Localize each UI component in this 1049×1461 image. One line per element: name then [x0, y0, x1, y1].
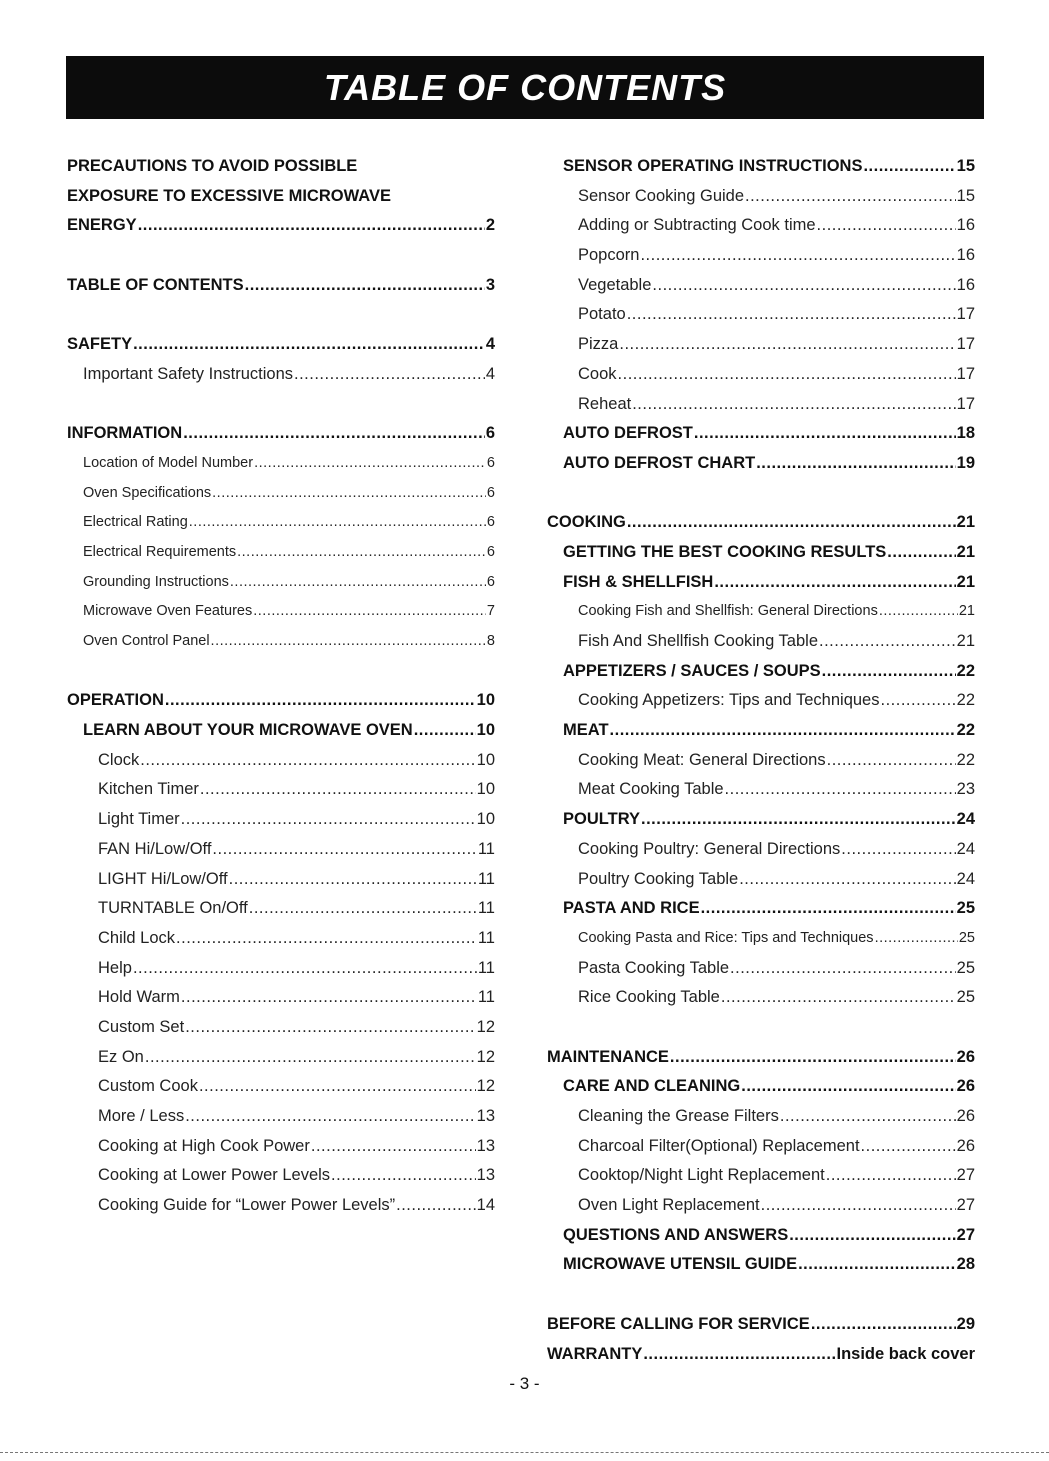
toc-entry[interactable] [547, 775, 975, 805]
toc-section-heading[interactable] [547, 716, 975, 746]
toc-entry-page: 16 [956, 275, 975, 294]
toc-entry-title: MAINTENANCE [547, 1047, 669, 1066]
toc-entry[interactable] [547, 271, 975, 301]
toc-entry[interactable] [547, 1191, 975, 1221]
toc-entry-page: 6 [486, 543, 495, 560]
toc-entry-title: EXPOSURE TO EXCESSIVE MICROWAVE [67, 186, 391, 205]
toc-entry-title: QUESTIONS AND ANSWERS [563, 1225, 789, 1244]
dot-leader [140, 746, 475, 776]
dot-leader [817, 211, 956, 241]
toc-entry-title: Location of Model Number [83, 454, 254, 471]
dot-leader [619, 330, 955, 360]
toc-spacer [67, 390, 495, 420]
dot-leader [643, 1340, 835, 1370]
toc-entry-title: Cooking Appetizers: Tips and Techniques [578, 691, 880, 710]
toc-section-heading[interactable] [67, 686, 495, 716]
toc-entry[interactable] [547, 627, 975, 657]
dot-leader [863, 152, 955, 182]
toc-entry-title: Electrical Requirements [83, 543, 237, 560]
toc-entry-page: 10 [476, 780, 495, 799]
toc-entry-title: PRECAUTIONS TO AVOID POSSIBLE [67, 157, 358, 175]
toc-entry-page: 12 [476, 1047, 495, 1066]
toc-entry[interactable] [547, 330, 975, 360]
toc-entry-title: Cleaning the Grease Filters [578, 1107, 779, 1125]
toc-entry-page: 28 [956, 1255, 975, 1274]
toc-entry[interactable] [67, 746, 495, 776]
title-banner [66, 56, 984, 119]
toc-entry-page: 13 [476, 1166, 495, 1185]
toc-entry-page: 22 [956, 691, 975, 710]
toc-entry-title: Adding or Subtracting Cook time [578, 216, 816, 235]
toc-entry-page: 25 [956, 958, 975, 977]
toc-entry-title: Oven Light Replacement [578, 1196, 760, 1215]
toc-entry-page: 6 [486, 454, 495, 471]
dot-leader [875, 924, 958, 954]
dot-leader [254, 449, 486, 479]
dot-leader [185, 1102, 475, 1132]
toc-entry[interactable] [67, 954, 495, 984]
toc-section-heading[interactable] [547, 805, 975, 835]
toc-entry-title: Potato [578, 305, 626, 324]
toc-entry[interactable] [547, 300, 975, 330]
dot-leader [249, 894, 477, 924]
toc-entry-title: Cooking Guide for “Lower Power Levels” [98, 1196, 396, 1215]
toc-entry-title: SENSOR OPERATING INSTRUCTIONS [563, 157, 863, 175]
toc-entry-title: Poultry Cooking Table [578, 869, 739, 888]
dot-leader [627, 300, 956, 330]
toc-entry-title: Cooking Fish and Shellfish: General Directions [578, 603, 878, 620]
toc-entry[interactable] [67, 627, 495, 657]
toc-entry[interactable] [67, 865, 495, 895]
toc-entry-title: Meat Cooking Table [578, 780, 724, 799]
dot-leader [780, 1102, 956, 1132]
dot-leader [841, 835, 955, 865]
toc-entry-page: 26 [956, 1107, 975, 1125]
dot-leader [610, 716, 956, 746]
dot-leader [721, 983, 956, 1013]
toc-entry-title: Ez On [98, 1047, 144, 1066]
toc-entry-page: 11 [477, 958, 495, 977]
toc-entry-title: Oven Specifications [83, 484, 212, 501]
toc-entry-title: Custom Cook [98, 1077, 198, 1096]
toc-entry-title: Oven Control Panel [83, 633, 210, 649]
toc-section-heading[interactable] [547, 449, 975, 479]
toc-entry-title: Sensor Cooking Guide [578, 186, 745, 205]
toc-entry[interactable] [67, 1013, 495, 1043]
dot-leader [879, 597, 958, 627]
toc-entry[interactable] [67, 1043, 495, 1073]
toc-entry-page: 17 [956, 394, 975, 413]
toc-entry-page: 27 [956, 1166, 975, 1185]
page-title: TABLE OF CONTENTS [323, 66, 727, 108]
toc-entry-title: CARE AND CLEANING [563, 1077, 741, 1096]
toc-entry-page: 27 [956, 1225, 975, 1244]
dot-leader [200, 775, 476, 805]
dot-leader [632, 390, 955, 420]
dot-leader [861, 1132, 956, 1162]
toc-entry[interactable] [67, 1132, 495, 1162]
toc-entry-page: 22 [956, 721, 975, 740]
toc-entry-title: Child Lock [98, 928, 176, 947]
toc-entry-title: Hold Warm [98, 988, 180, 1007]
dot-leader [739, 865, 955, 895]
toc-entry-page: 15 [956, 186, 975, 205]
dot-leader [761, 1191, 956, 1221]
toc-entry-page: 16 [956, 246, 975, 265]
toc-entry[interactable] [67, 360, 495, 390]
toc-section-heading[interactable] [67, 330, 495, 360]
toc-entry-page: 13 [476, 1136, 495, 1155]
toc-entry[interactable] [67, 775, 495, 805]
toc-entry[interactable] [67, 538, 495, 568]
toc-section-heading[interactable] [547, 508, 975, 538]
dot-leader [183, 419, 485, 449]
toc-spacer [67, 300, 495, 330]
dot-leader [185, 1013, 475, 1043]
dot-leader [212, 479, 486, 509]
dot-leader [212, 835, 476, 865]
toc-entry-page: 26 [956, 1047, 975, 1066]
toc-entry-title: TURNTABLE On/Off [98, 899, 248, 918]
toc-entry-page: 21 [956, 542, 975, 561]
dot-leader [133, 954, 477, 984]
toc-section-heading[interactable] [547, 1221, 975, 1251]
toc-entry-title: Light Timer [98, 810, 180, 829]
toc-entry-page: 14 [476, 1196, 495, 1215]
toc-entry-title: WARRANTY [547, 1344, 643, 1363]
toc-entry-title: Cooking Pasta and Rice: Tips and Techniques [578, 929, 874, 946]
dot-leader [145, 1043, 476, 1073]
toc-entry-page: 3 [485, 275, 495, 294]
toc-entry-title: Cook [578, 364, 617, 383]
toc-entry-page: 21 [956, 572, 975, 591]
dot-leader [176, 924, 477, 954]
toc-entry-title: Rice Cooking Table [578, 988, 720, 1007]
toc-entry-title: Grounding Instructions [83, 573, 229, 590]
toc-entry-page: 7 [486, 603, 495, 620]
toc-entry-title: INFORMATION [67, 424, 183, 443]
toc-entry-title: LEARN ABOUT YOUR MICROWAVE OVEN [83, 721, 413, 740]
toc-entry-page: 6 [486, 573, 495, 590]
toc-entry-page: 19 [956, 453, 975, 472]
toc-section-heading[interactable] [547, 1250, 975, 1280]
toc-entry-title: Microwave Oven Features [83, 603, 253, 620]
toc-entry-title: Fish And Shellfish Cooking Table [578, 632, 819, 650]
dot-leader [694, 419, 956, 449]
toc-entry-title: LIGHT Hi/Low/Off [98, 869, 228, 888]
dot-leader [618, 360, 956, 390]
toc-spacer [547, 479, 975, 509]
toc-entry[interactable] [547, 1132, 975, 1162]
toc-entry-title: BEFORE CALLING FOR SERVICE [547, 1314, 810, 1333]
toc-entry[interactable] [547, 360, 975, 390]
toc-entry-page: 12 [476, 1077, 495, 1096]
toc-entry-title: Cooking Poultry: General Directions [578, 839, 841, 858]
toc-entry-page: Inside back cover [836, 1344, 975, 1363]
toc-entry-page: 23 [956, 780, 975, 799]
toc-entry-title: Pasta Cooking Table [578, 958, 730, 977]
dot-leader [230, 568, 486, 598]
toc-entry-title: MICROWAVE UTENSIL GUIDE [563, 1255, 798, 1274]
toc-spacer [67, 241, 495, 271]
toc-entry-title: FAN Hi/Low/Off [98, 839, 212, 858]
dot-leader [826, 1161, 956, 1191]
dot-leader [811, 1310, 956, 1340]
toc-entry[interactable] [547, 954, 975, 984]
toc-entry-page: 4 [485, 364, 495, 383]
dot-leader [181, 983, 477, 1013]
toc-entry-page: 10 [476, 810, 495, 829]
dot-leader [670, 1043, 956, 1073]
toc-entry-page: 11 [477, 839, 495, 858]
toc-entry-title: More / Less [98, 1107, 185, 1125]
toc-spacer [547, 1013, 975, 1043]
page-number: - 3 - [509, 1374, 540, 1393]
dot-leader [640, 241, 955, 271]
dot-leader [253, 597, 486, 627]
toc-entry-page: 26 [956, 1136, 975, 1155]
toc-entry-page: 17 [956, 364, 975, 383]
toc-entry-title: MEAT [563, 721, 609, 740]
toc-entry-page: 18 [956, 424, 975, 443]
toc-entry-page: 24 [956, 810, 975, 829]
toc-entry-title: APPETIZERS / SAUCES / SOUPS [563, 661, 821, 680]
toc-section-heading[interactable] [67, 211, 495, 241]
toc-entry-page: 4 [485, 335, 495, 354]
dot-leader [181, 805, 476, 835]
toc-entry-title: POULTRY [563, 810, 640, 829]
toc-entry[interactable] [67, 1102, 495, 1132]
toc-entry-title: SAFETY [67, 335, 133, 354]
toc-section-heading[interactable] [67, 716, 495, 746]
toc-entry[interactable] [67, 894, 495, 924]
toc-entry-page: 11 [477, 928, 495, 947]
toc-entry-page: 10 [476, 750, 495, 769]
toc-entry-page: 26 [956, 1077, 975, 1096]
dot-leader [822, 657, 956, 687]
dot-leader [798, 1250, 956, 1280]
toc-section-heading[interactable] [67, 419, 495, 449]
toc-entry-title: COOKING [547, 513, 626, 532]
toc-right-column [547, 152, 975, 1369]
toc-entry[interactable] [67, 1191, 495, 1221]
dot-leader [199, 1072, 476, 1102]
toc-section-heading[interactable] [67, 271, 495, 301]
toc-spacer [67, 657, 495, 687]
toc-section-heading[interactable] [547, 894, 975, 924]
toc-entry[interactable] [547, 390, 975, 420]
dot-leader [714, 568, 955, 598]
toc-entry-page: 21 [956, 632, 975, 650]
dot-leader [730, 954, 956, 984]
toc-section-heading[interactable] [547, 1043, 975, 1073]
toc-entry-title: Electrical Rating [83, 514, 188, 531]
toc-entry-page: 25 [958, 929, 975, 946]
toc-entry[interactable] [67, 1072, 495, 1102]
toc-section-heading[interactable] [547, 152, 975, 182]
toc-entry-page: 6 [486, 484, 495, 501]
toc-entry-title: Cooktop/Night Light Replacement [578, 1166, 825, 1185]
toc-entry-page: 11 [477, 988, 495, 1007]
toc-section-heading[interactable] [67, 182, 495, 212]
toc-section-heading[interactable] [547, 1072, 975, 1102]
toc-entry-title: AUTO DEFROST [563, 424, 693, 443]
toc-entry-title: Important Safety Instructions [83, 364, 294, 383]
toc-entry-title: Custom Set [98, 1017, 185, 1036]
dot-leader [237, 538, 486, 568]
toc-entry[interactable] [67, 805, 495, 835]
toc-entry-page: 10 [476, 721, 495, 740]
dot-leader [414, 716, 476, 746]
dot-leader [701, 894, 956, 924]
toc-left-column [67, 152, 495, 1221]
dot-leader [725, 775, 956, 805]
dot-leader [133, 330, 485, 360]
toc-entry-page: 12 [476, 1017, 495, 1036]
toc-entry-title: Vegetable [578, 275, 652, 294]
dot-leader [827, 746, 956, 776]
toc-entry-title: Kitchen Timer [98, 780, 199, 799]
toc-section-heading[interactable] [547, 1340, 975, 1370]
toc-entry[interactable] [547, 746, 975, 776]
dot-leader [745, 182, 956, 212]
toc-section-heading[interactable] [547, 419, 975, 449]
toc-section-heading[interactable] [547, 538, 975, 568]
toc-entry-title: Charcoal Filter(Optional) Replacement [578, 1136, 860, 1155]
dot-leader [627, 508, 956, 538]
dot-leader [165, 686, 476, 716]
toc-entry-title: AUTO DEFROST CHART [563, 453, 756, 472]
toc-entry-title: GETTING THE BEST COOKING RESULTS [563, 542, 887, 561]
toc-section-heading[interactable] [547, 657, 975, 687]
toc-entry[interactable] [67, 479, 495, 509]
toc-entry-page: 2 [485, 216, 495, 235]
toc-entry[interactable] [67, 924, 495, 954]
dot-leader [331, 1161, 476, 1191]
toc-entry[interactable] [67, 508, 495, 538]
dot-leader [887, 538, 955, 568]
toc-entry-page: 22 [956, 661, 975, 680]
dot-leader [138, 211, 485, 241]
toc-entry[interactable] [67, 597, 495, 627]
bottom-rule [0, 1452, 1049, 1453]
toc-entry-title: ENERGY [67, 216, 137, 235]
toc-entry-title: Popcorn [578, 246, 640, 265]
toc-entry-page: 25 [956, 988, 975, 1007]
toc-entry-page: 6 [485, 424, 495, 443]
toc-entry[interactable] [547, 241, 975, 271]
toc-entry-page: 17 [956, 335, 975, 354]
toc-entry[interactable] [547, 597, 975, 627]
dot-leader [741, 1072, 955, 1102]
toc-entry-page: 24 [956, 839, 975, 858]
dot-leader [756, 449, 955, 479]
toc-entry-page: 21 [958, 603, 975, 620]
toc-entry-title: Help [98, 958, 132, 977]
toc-entry-title: PASTA AND RICE [563, 899, 700, 918]
toc-entry-page: 21 [956, 513, 975, 532]
toc-entry-title: Cooking Meat: General Directions [578, 750, 826, 769]
toc-spacer [547, 1280, 975, 1310]
toc-entry-page: 11 [477, 899, 495, 918]
toc-section-heading[interactable] [67, 152, 495, 182]
toc-entry-page: 22 [956, 750, 975, 769]
toc-entry-title: TABLE OF CONTENTS [67, 275, 244, 294]
toc-entry-page: 15 [956, 157, 975, 175]
dot-leader [396, 1191, 476, 1221]
toc-entry-title: FISH & SHELLFISH [563, 572, 714, 591]
toc-entry[interactable] [547, 211, 975, 241]
toc-entry[interactable] [67, 1161, 495, 1191]
toc-entry-title: Pizza [578, 335, 619, 354]
toc-entry[interactable] [547, 686, 975, 716]
toc-section-heading[interactable] [547, 568, 975, 598]
toc-entry-title: Cooking at High Cook Power [98, 1136, 310, 1155]
toc-entry[interactable] [547, 1102, 975, 1132]
dot-leader [819, 627, 956, 657]
toc-entry-page: 27 [956, 1196, 975, 1215]
dot-leader [789, 1221, 955, 1251]
toc-entry-title: Reheat [578, 394, 632, 413]
toc-entry[interactable] [67, 449, 495, 479]
toc-entry-page: 10 [476, 691, 495, 710]
toc-entry[interactable] [67, 835, 495, 865]
toc-entry-page: 29 [956, 1314, 975, 1333]
dot-leader [189, 508, 486, 538]
toc-entry[interactable] [547, 1161, 975, 1191]
toc-entry[interactable] [547, 835, 975, 865]
toc-entry[interactable] [67, 568, 495, 598]
dot-leader [880, 686, 955, 716]
toc-entry-page: 24 [956, 869, 975, 888]
dot-leader [229, 865, 477, 895]
toc-entry[interactable] [67, 983, 495, 1013]
toc-entry-page: 25 [956, 899, 975, 918]
dot-leader [294, 360, 485, 390]
toc-entry-page: 8 [486, 633, 495, 649]
dot-leader [652, 271, 955, 301]
dot-leader [311, 1132, 476, 1162]
toc-entry-page: 6 [486, 514, 495, 531]
dot-leader [641, 805, 956, 835]
toc-entry-page: 17 [956, 305, 975, 324]
dot-leader [211, 627, 486, 657]
toc-section-heading[interactable] [547, 1310, 975, 1340]
toc-entry-page: 13 [476, 1107, 495, 1125]
toc-entry-page: 16 [956, 216, 975, 235]
toc-entry-title: Clock [98, 750, 140, 769]
toc-entry[interactable] [547, 924, 975, 954]
toc-entry[interactable] [547, 182, 975, 212]
toc-entry-title: OPERATION [67, 691, 164, 710]
toc-entry-page: 11 [477, 869, 495, 888]
toc-entry[interactable] [547, 865, 975, 895]
toc-entry-title: Cooking at Lower Power Levels [98, 1166, 331, 1185]
dot-leader [245, 271, 485, 301]
toc-entry[interactable] [547, 983, 975, 1013]
